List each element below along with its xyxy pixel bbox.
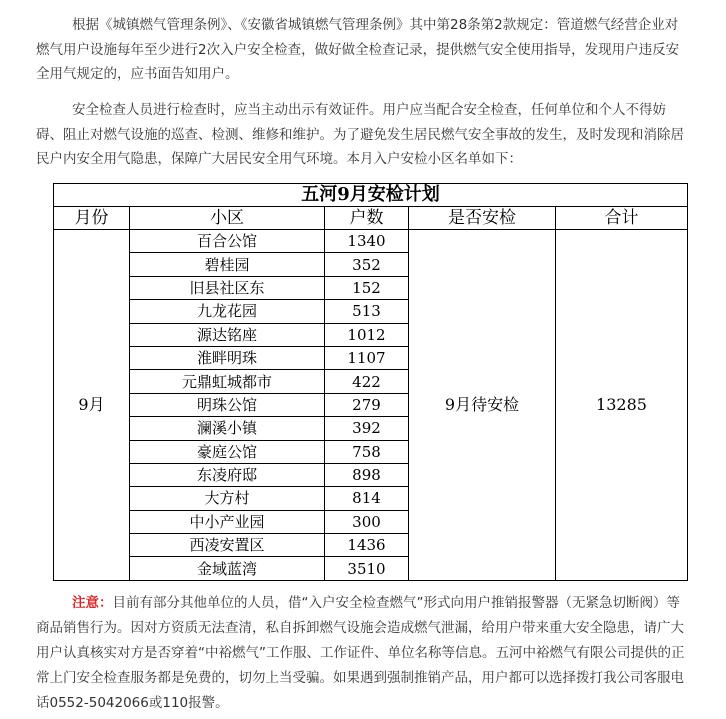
intro-paragraph: 根据《城镇燃气管理条例》、《安徽省城镇燃气管理条例》其中第28条第2款规定：管道燃气经营企业对燃气用户设施每年至少进行2次入户安全检查，做好做全检查记录，提供燃气安全使用指导，发现用户违反安全用气规定的，应书面告知用户。 [36, 17, 680, 82]
household-count-cell: 152 [325, 276, 409, 299]
header-households: 户数 [325, 207, 409, 230]
notice-text: 目前有部分其他单位的人员，借“入户安全检查燃气”形式向用户推销报警器（无紧急切断阀）等商品销售行为。因对方资质无法查清，私自拆卸燃气设施会造成燃气泄漏，给用户带来重大安全隐患，请广大用户认真核实对方是否穿着“中裕燃气”工作服、工作证件、单位名称等信息。五河中裕燃气有限公司提供的正常上门安全检查服务都是免费的，切勿上当受骗。如果遇到强制推销产品，用户都可以选择拨打我公司客服电话0552-5042066或110报警。 [36, 595, 685, 711]
community-name-cell: 九龙花园 [130, 300, 325, 323]
community-name-cell: 百合公馆 [130, 230, 325, 253]
community-name-cell: 中小产业园 [130, 510, 325, 533]
header-month: 月份 [54, 207, 130, 230]
household-count-cell: 898 [325, 463, 409, 486]
household-count-cell: 1107 [325, 346, 409, 369]
community-name-cell: 西凌安置区 [130, 534, 325, 557]
month-cell: 9月 [54, 230, 130, 581]
inspection-paragraph: 安全检查人员进行检查时，应当主动出示有效证件。用户应当配合安全检查，任何单位和个人不得妨碍、阻止对燃气设施的巡查、检测、维修和维护。为了避免发生居民燃气安全事故的发生，及时发现和消除居民户内安全用气隐患，保障广大居民安全用气环境。本月入户安检小区名单如下： [36, 102, 684, 167]
community-name-cell: 碧桂园 [130, 253, 325, 276]
header-community: 小区 [130, 207, 325, 230]
table-title: 五河9月安检计划 [54, 184, 688, 207]
household-count-cell: 758 [325, 440, 409, 463]
community-name-cell: 大方村 [130, 487, 325, 510]
community-name-cell: 旧县社区东 [130, 276, 325, 299]
community-name-cell: 澜溪小镇 [130, 417, 325, 440]
household-count-cell: 392 [325, 417, 409, 440]
notice-label: 注意： [72, 595, 113, 611]
household-count-cell: 1436 [325, 534, 409, 557]
household-count-cell: 300 [325, 510, 409, 533]
community-name-cell: 源达铭座 [130, 323, 325, 346]
community-name-cell: 淮畔明珠 [130, 346, 325, 369]
household-count-cell: 279 [325, 393, 409, 416]
community-name-cell: 豪庭公馆 [130, 440, 325, 463]
household-count-cell: 3510 [325, 557, 409, 580]
household-count-cell: 352 [325, 253, 409, 276]
inspection-status-cell: 9月待安检 [409, 230, 556, 581]
table-row [54, 230, 688, 253]
community-name-cell: 元鼎虹城都市 [130, 370, 325, 393]
community-name-cell: 东凌府邸 [130, 463, 325, 486]
household-count-cell: 1340 [325, 230, 409, 253]
header-checked: 是否安检 [409, 207, 556, 230]
community-name-cell: 金域蓝湾 [130, 557, 325, 580]
household-count-cell: 422 [325, 370, 409, 393]
community-name-cell: 明珠公馆 [130, 393, 325, 416]
household-count-cell: 1012 [325, 323, 409, 346]
household-count-cell: 513 [325, 300, 409, 323]
total-cell: 13285 [556, 230, 688, 581]
inspection-plan-table [53, 183, 688, 581]
header-total: 合计 [556, 207, 688, 230]
notice-paragraph [36, 591, 688, 716]
household-count-cell: 814 [325, 487, 409, 510]
